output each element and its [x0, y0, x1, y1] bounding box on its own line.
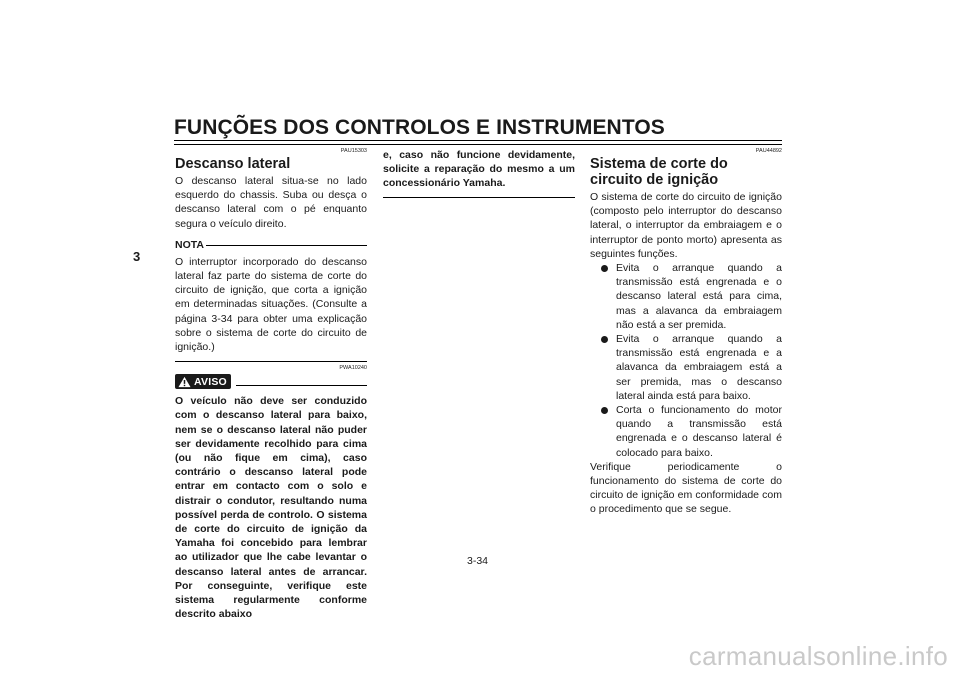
list-item: Corta o funcionamento do motor quando a transmissão está engrenada e o descanso lateral é colocado para baixo.	[600, 403, 782, 460]
note-label: NOTA	[175, 238, 204, 251]
warning-text-continued: e, caso não funcione devidamente, solicite a reparação do mesmo a um concessionário Yamaha.	[383, 149, 575, 190]
note-header	[175, 239, 367, 251]
warning-code: PWA10240	[339, 365, 367, 372]
list-item: Evita o arranque quando a transmissão está engrenada e a alavanca da embraiagem está a ser premida, mas o descanso lateral ainda está para baixo.	[600, 332, 782, 403]
page-title: FUNÇÕES DOS CONTROLOS E INSTRUMENTOS	[174, 116, 665, 139]
chapter-tab: 3	[133, 249, 141, 264]
note-text: O interruptor incorporado do descanso lateral faz parte do sistema de corte do circuito de ignição, que corta a ignição em determinadas situações. (Consulte a página 3-34 para obter uma explicação sobre o sistema de corte do circuito de ignição.)	[175, 255, 367, 354]
warning-badge	[175, 374, 231, 389]
warning-end-divider	[383, 197, 575, 198]
ignition-function-list	[590, 261, 782, 460]
warning-triangle-icon	[178, 376, 191, 388]
warning-header	[175, 374, 367, 389]
warning-text: O veículo não deve ser conduzido com o descanso lateral para baixo, nem se o descanso lateral não puder ser devidamente recolhido para cima (ou não fique em cima), caso contrário o descanso lateral pode entrar em contacto com o solo e distrair o condutor, resultando numa possível perda de controlo. O sistema de corte do circuito de ignição da Yamaha foi concebido para lembrar ao utilizador que lhe cabe levantar o descanso lateral antes de arrancar. Por conseguinte, verifique este sistema regularmente conforme descrito abaixo	[175, 395, 367, 621]
column-left	[175, 148, 367, 621]
list-item: Evita o arranque quando a transmissão está engrenada e o descanso lateral está para cima, mas a alavanca da embraiagem não está a ser premida.	[600, 261, 782, 332]
note-end-divider	[175, 361, 367, 362]
title-rule	[174, 140, 782, 145]
watermark: carmanualsonline.info	[688, 641, 948, 671]
section-code: PAU15303	[340, 148, 367, 154]
note-divider	[206, 245, 367, 246]
section-code: PAU44892	[755, 148, 782, 154]
side-stand-intro: O descanso lateral situa-se no lado esquerdo do chassis. Suba ou desça o descanso lateral com o pé enquanto segura o veículo direito.	[175, 175, 367, 230]
section-heading-side-stand: Descanso lateral	[175, 156, 291, 172]
column-right	[590, 148, 782, 517]
column-middle	[383, 148, 575, 198]
ignition-outro: Verifique periodicamente o funcionamento do sistema de corte do circuito de ignição em conformidade com o procedimento que se segue.	[590, 460, 782, 516]
section-heading-ignition-cut-off: Sistema de corte do circuito de ignição	[590, 156, 728, 188]
page-number: 3-34	[467, 555, 489, 567]
ignition-intro: O sistema de corte do circuito de ignição (composto pelo interruptor do descanso lateral, o interruptor da embraiagem e o interruptor de ponto morto) apresenta as seguintes funções.	[590, 191, 782, 260]
warning-label: AVISO	[194, 375, 227, 388]
warning-divider	[236, 385, 367, 386]
